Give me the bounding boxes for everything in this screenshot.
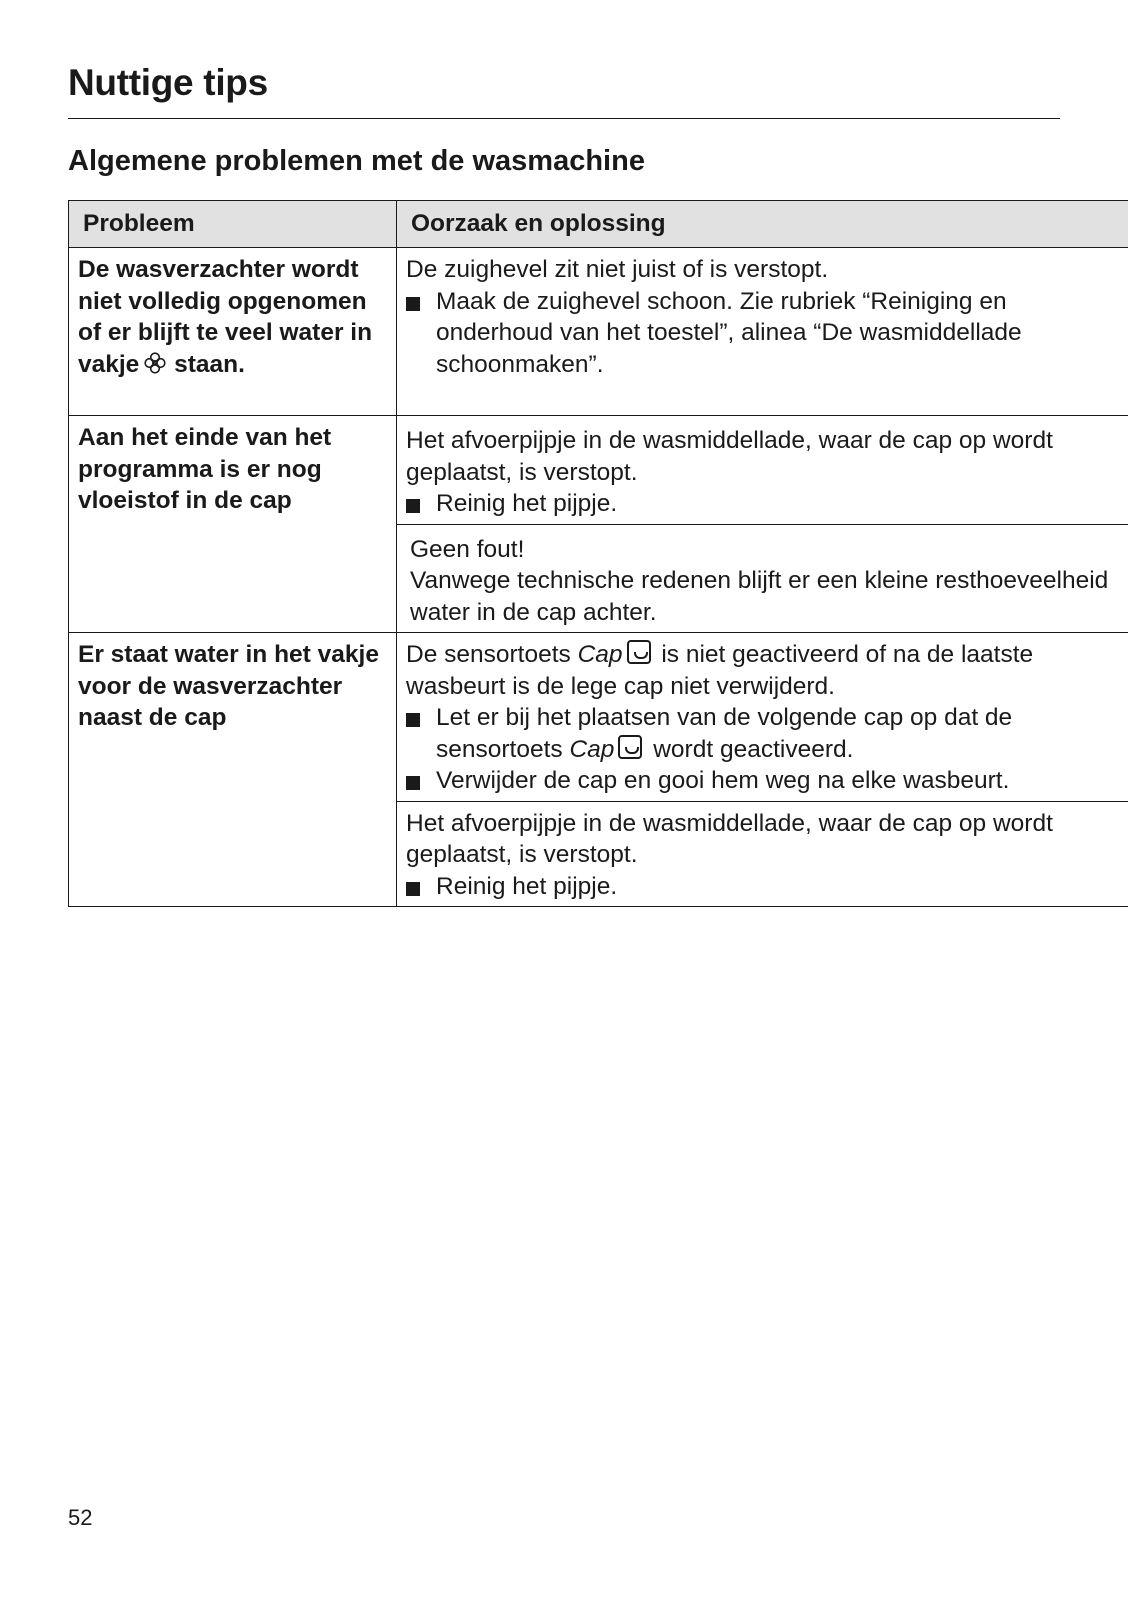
cause-text: Vanwege technische redenen blijft er een kleine resthoeveelheid water in de cap achter. xyxy=(410,567,1109,626)
solution-bullet xyxy=(406,765,1121,797)
cause-text: De zuighevel zit niet juist of is verstopt. xyxy=(406,256,829,283)
bullet-text: Maak de zuighevel schoon. Zie rubriek “Reiniging en onderhoud van het toestel”, alinea “De wasmiddellade schoonmaken”. xyxy=(436,287,1022,378)
table-header-row xyxy=(69,201,1128,248)
cause-text: Geen fout! xyxy=(410,535,525,563)
cause-text xyxy=(406,639,1121,702)
solution-bullet xyxy=(406,871,1121,903)
bullet-square-icon xyxy=(406,702,436,734)
cause-text-end: is niet geactiveerd of na de laatste wasbeurt is de lege cap niet verwijderd. xyxy=(406,641,1034,700)
bullet-text-end: wordt geactiveerd. xyxy=(646,735,854,763)
column-header-problem: Probleem xyxy=(69,201,397,248)
cap-icon xyxy=(627,640,651,664)
bullet-square-icon xyxy=(406,765,436,797)
cap-icon xyxy=(618,735,642,759)
bullet-text xyxy=(436,702,1121,765)
table-row xyxy=(69,633,1128,802)
section-title: Algemene problemen met de wasmachine xyxy=(68,145,645,177)
solution-cell xyxy=(397,416,1128,525)
problem-cell: Er staat water in het vakje voor de wasverzachter naast de cap xyxy=(69,633,397,907)
solution-bullet xyxy=(406,488,1121,520)
bullet-text: Reinig het pijpje. xyxy=(436,490,618,517)
table-row xyxy=(69,248,1128,416)
table-row xyxy=(69,416,1128,525)
problem-text: De wasverzachter wordt niet volledig opgenomen of er blijft te veel water in vakje xyxy=(78,256,373,378)
flower-icon xyxy=(143,351,167,384)
column-header-solution: Oorzaak en oplossing xyxy=(397,201,1128,248)
cause-text-start: De sensortoets xyxy=(406,641,578,668)
bullet-square-icon xyxy=(406,286,436,318)
problem-cell xyxy=(69,248,397,416)
solution-bullet xyxy=(406,286,1121,381)
bullet-text: Reinig het pijpje. xyxy=(436,872,618,900)
bullet-text: Verwijder de cap en gooi hem weg na elke wasbeurt. xyxy=(436,767,1010,794)
bullet-square-icon xyxy=(406,871,436,903)
problem-text-end: staan. xyxy=(167,350,245,378)
solution-cell xyxy=(397,633,1128,802)
cause-text: Het afvoerpijpje in de wasmiddellade, waar de cap op wordt geplaatst, is verstopt. xyxy=(406,809,1053,868)
troubleshooting-table xyxy=(68,200,1128,907)
page-title: Nuttige tips xyxy=(68,62,268,103)
solution-cell xyxy=(397,248,1128,416)
bullet-text-start: Let er bij het plaatsen van de volgende cap op dat de sensortoets xyxy=(436,704,1013,763)
solution-bullet xyxy=(406,702,1121,765)
cap-label: Cap xyxy=(569,735,615,763)
solution-cell xyxy=(397,801,1128,907)
problem-cell: Aan het einde van het programma is er nog vloeistof in de cap xyxy=(69,416,397,633)
title-divider xyxy=(68,118,1060,119)
bullet-square-icon xyxy=(406,488,436,520)
cause-text: Het afvoerpijpje in de wasmiddellade, waar de cap op wordt geplaatst, is verstopt. xyxy=(406,427,1053,486)
solution-cell xyxy=(397,524,1128,633)
cap-label: Cap xyxy=(577,641,623,668)
page-number: 52 xyxy=(68,1505,93,1530)
